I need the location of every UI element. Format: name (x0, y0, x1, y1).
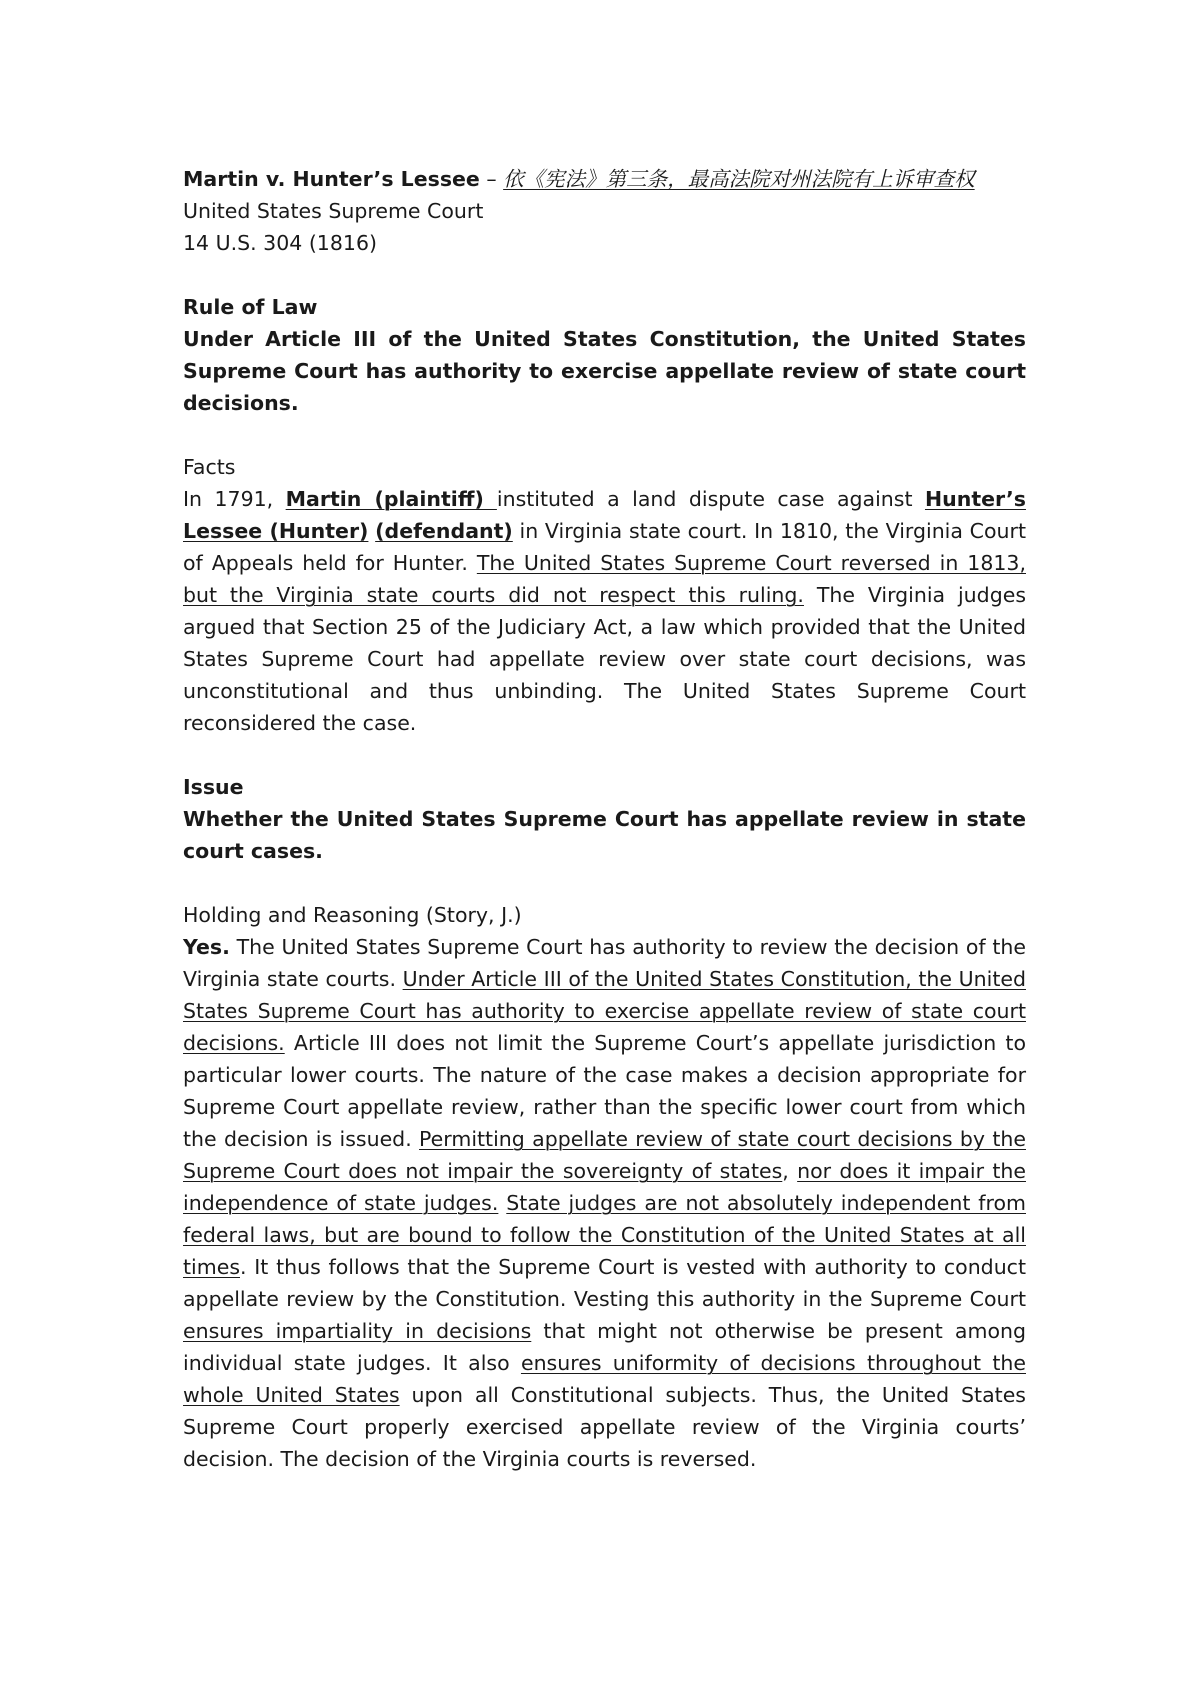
case-title: Martin v. Hunter’s Lessee (183, 167, 480, 191)
holding-answer: Yes. (183, 935, 230, 959)
holding-text: upon all Constitutional subjects. Thus, the United States Supreme Court properly exercised appellate review of the Virginia courts’ decision. The decision of the Virginia courts is reversed. (183, 1383, 1026, 1471)
facts-underlined: The United States Supreme Court reversed in 1813, but the Virginia state courts did not respect this ruling. (183, 551, 1026, 607)
facts-text: The Virginia judges argued that Section 25 of the Judiciary Act, a law which provided that the United States Supreme Court had appellate review over state court decisions, was unconstitutional and thus unbinding. The United States Supreme Court reconsidered the case. (183, 583, 1026, 735)
holding-underlined: ensures uniformity of decisions throughout the whole United States (183, 1351, 1026, 1407)
issue-heading: Issue (183, 775, 244, 799)
holding-text: The United States Supreme Court has authority to review the decision of the Virginia state courts. (183, 935, 1026, 991)
case-title-line (183, 163, 1026, 195)
court-name: United States Supreme Court (183, 199, 484, 223)
spacer (183, 259, 1026, 291)
holding-text: Article III does not limit the Supreme Court’s appellate jurisdiction to particular lower courts. The nature of the case makes a decision appropriate for Supreme Court appellate review, rather than the specific lower court from which the decision is issued. (183, 1031, 1026, 1151)
spacer (183, 867, 1026, 899)
holding-underlined: Under Article III of the United States Constitution, the United States Supreme Court has authority to exercise appellate review of state court decisions. (183, 967, 1026, 1055)
holding-underlined: Permitting appellate review of state court decisions by the Supreme Court does not impair the sovereignty of states (183, 1127, 1026, 1183)
spacer (183, 419, 1026, 451)
holding-text: . It thus follows that the Supreme Court is vested with authority to conduct appellate review by the Constitution. Vesting this authority in the Supreme Court (183, 1255, 1026, 1311)
facts-heading: Facts (183, 455, 236, 479)
holding-underlined: nor does it impair the independence of state judges. (183, 1159, 1026, 1215)
issue-text: Whether the United States Supreme Court has appellate review in state court cases. (183, 807, 1026, 863)
facts-paragraph (183, 483, 1026, 739)
defendant-label: (defendant) (375, 519, 513, 543)
case-citation: 14 U.S. 304 (1816) (183, 231, 377, 255)
facts-text: In 1791, (183, 487, 286, 511)
holding-heading: Holding and Reasoning (Story, J.) (183, 903, 522, 927)
holding-paragraph (183, 931, 1026, 1475)
chinese-subtitle: 依《宪法》第三条，最高法院对州法院有上诉审查权 (503, 167, 975, 191)
document-page (183, 163, 1026, 1475)
holding-text: , (782, 1159, 798, 1183)
title-dash: – (479, 167, 504, 191)
holding-underlined: ensures impartiality in decisions (183, 1319, 532, 1343)
defendant-name: Hunter’s Lessee (Hunter) (183, 487, 1026, 543)
rule-of-law-text: Under Article III of the United States Constitution, the United States Supreme Court has authority to exercise appellate review of state court decisions. (183, 327, 1026, 415)
facts-text: in Virginia state court. In 1810, the Virginia Court of Appeals held for Hunter. (183, 519, 1026, 575)
facts-text: instituted a land dispute case against (496, 487, 925, 511)
spacer (183, 739, 1026, 771)
holding-text: that might not otherwise be present among individual state judges. It also (183, 1319, 1026, 1375)
plaintiff-name: Martin (plaintiff) (285, 487, 497, 511)
rule-of-law-heading: Rule of Law (183, 295, 318, 319)
holding-underlined: State judges are not absolutely independent from federal laws, but are bound to follow the Constitution of the United States at all times (183, 1191, 1026, 1279)
